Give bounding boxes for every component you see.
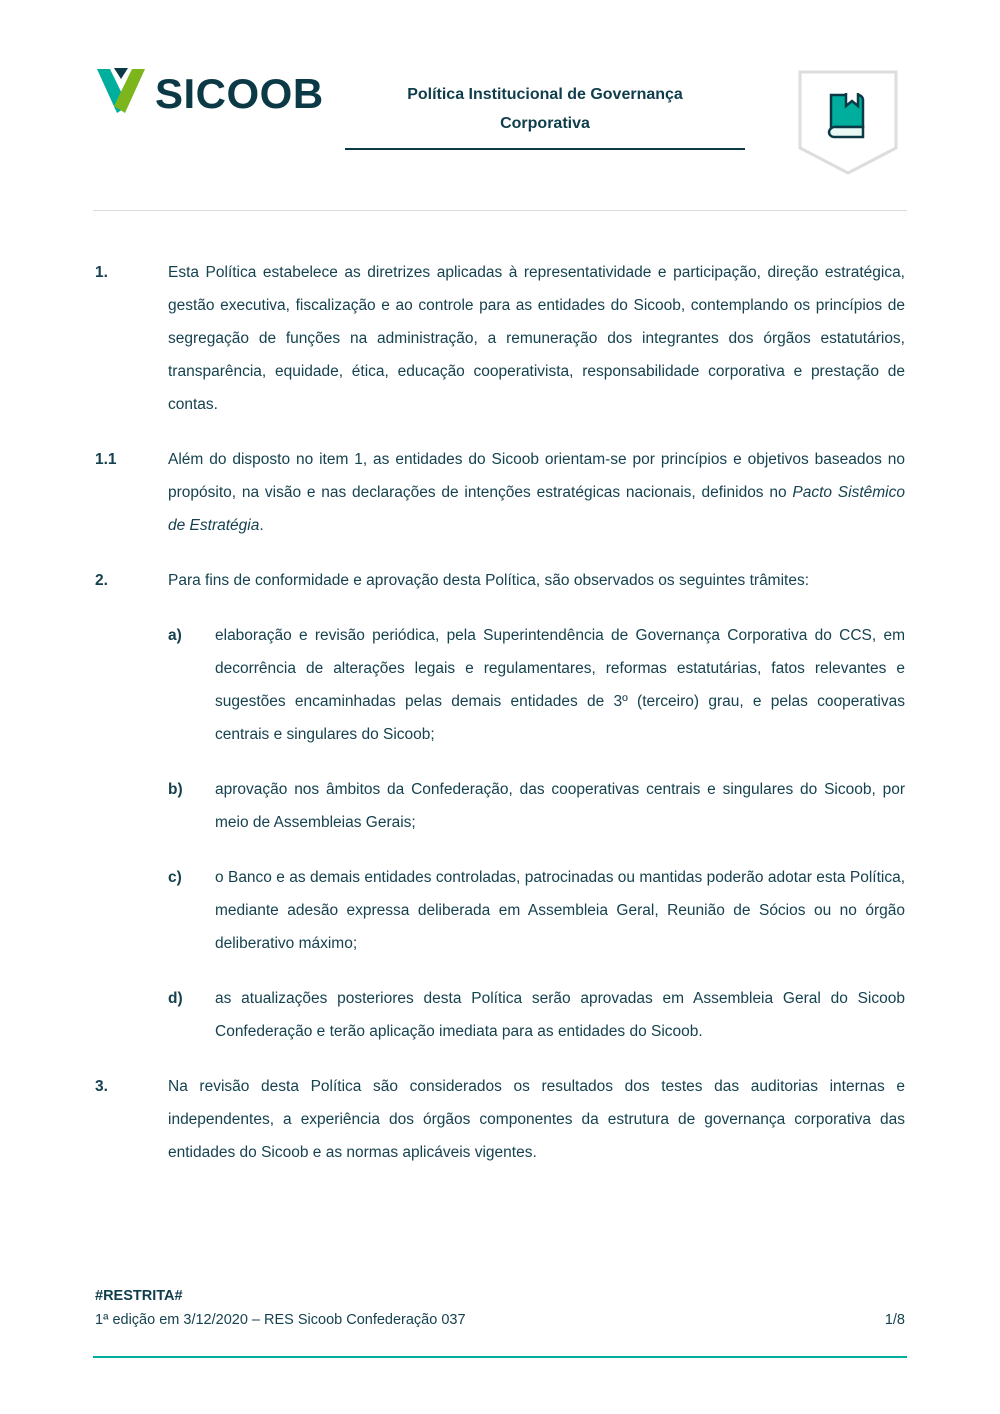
paragraph-3-text: Na revisão desta Política são considerados os resultados dos testes das auditorias internas e independentes, a experiência dos órgãos componentes da estrutura de governança corporativa das entidades do Sicoob e as normas aplicáveis vigentes. bbox=[168, 1078, 905, 1161]
paragraph-3-number: 3. bbox=[95, 1078, 108, 1095]
footer-info-row bbox=[95, 1312, 905, 1328]
edition-info: 1ª edição em 3/12/2020 – RES Sicoob Confederação 037 bbox=[95, 1312, 466, 1328]
page-header bbox=[0, 58, 1000, 173]
list-item-d-marker: d) bbox=[168, 990, 183, 1007]
page-title-line1: Política Institucional de Governança bbox=[407, 86, 683, 103]
paragraph-1-text: Esta Política estabelece as diretrizes aplicadas à representatividade e participação, direção estratégica, gestão executiva, fiscalização e ao controle para as entidades do Sicoob, contemplando os princípios de segregação de funções na administração, a remuneração dos integrantes dos órgãos estatutários, transparência, equidade, ética, educação cooperativista, responsabilidade corporativa e prestação de contas. bbox=[168, 264, 905, 413]
list-item-c-marker: c) bbox=[168, 869, 182, 886]
footer-divider bbox=[93, 1356, 907, 1358]
list-item-c-text: o Banco e as demais entidades controladas, patrocinadas ou mantidas poderão adotar esta Política, mediante adesão expressa deliberada em Assembleia Geral, Reunião de Sócios ou no órgão deliberativo máximo; bbox=[215, 869, 905, 952]
sicoob-logo bbox=[95, 68, 324, 119]
page-title-line2: Corporativa bbox=[500, 115, 590, 132]
header-divider bbox=[93, 210, 907, 211]
list-item-b-text: aprovação nos âmbitos da Confederação, das cooperativas centrais e singulares do Sicoob, por meio de Assembleias Gerais; bbox=[215, 781, 905, 831]
list-item-a bbox=[95, 619, 905, 751]
paragraph-1 bbox=[95, 256, 905, 421]
paragraph-1-1 bbox=[95, 443, 905, 542]
paragraph-1-number: 1. bbox=[95, 264, 108, 281]
document-body bbox=[95, 256, 905, 1169]
list-item-b bbox=[95, 773, 905, 839]
paragraph-2 bbox=[95, 564, 905, 597]
list-item-d bbox=[95, 982, 905, 1048]
list-item-b-marker: b) bbox=[168, 781, 183, 798]
list-item-a-marker: a) bbox=[168, 627, 182, 644]
list-item-d-text: as atualizações posteriores desta Política serão aprovadas em Assembleia Geral do Sicoob Confederação e terão aplicação imediata para as entidades do Sicoob. bbox=[215, 990, 905, 1040]
restricted-label: #RESTRITA# bbox=[95, 1288, 183, 1304]
paragraph-3 bbox=[95, 1070, 905, 1169]
paragraph-1-1-text: Além do disposto no item 1, as entidades do Sicoob orientam-se por princípios e objetivos baseados no propósito, na visão e nas declarações de intenções estratégicas nacionais, definidos no Pacto Sistêmico de Estratégia. bbox=[168, 451, 905, 534]
sicoob-logo-mark-icon bbox=[95, 68, 147, 119]
italic-term: Pacto Sistêmico de Estratégia bbox=[168, 484, 905, 534]
sicoob-logo-text: SICOOB bbox=[155, 69, 324, 117]
paragraph-1-1-number: 1.1 bbox=[95, 451, 117, 468]
document-badge bbox=[798, 70, 898, 175]
list-item-c bbox=[95, 861, 905, 960]
paragraph-2-text: Para fins de conformidade e aprovação desta Política, são observados os seguintes trâmites: bbox=[168, 572, 810, 589]
paragraph-2-number: 2. bbox=[95, 572, 108, 589]
list-item-a-text: elaboração e revisão periódica, pela Superintendência de Governança Corporativa do CCS, em decorrência de alterações legais e regulamentares, reformas estatutárias, fatos relevantes e sugestões encaminhadas pelas demais entidades de 3º (terceiro) grau, e pelas cooperativas centrais e singulares do Sicoob; bbox=[215, 627, 905, 743]
page-number: 1/8 bbox=[884, 1312, 905, 1328]
page-title bbox=[345, 80, 745, 150]
book-icon bbox=[798, 70, 898, 175]
